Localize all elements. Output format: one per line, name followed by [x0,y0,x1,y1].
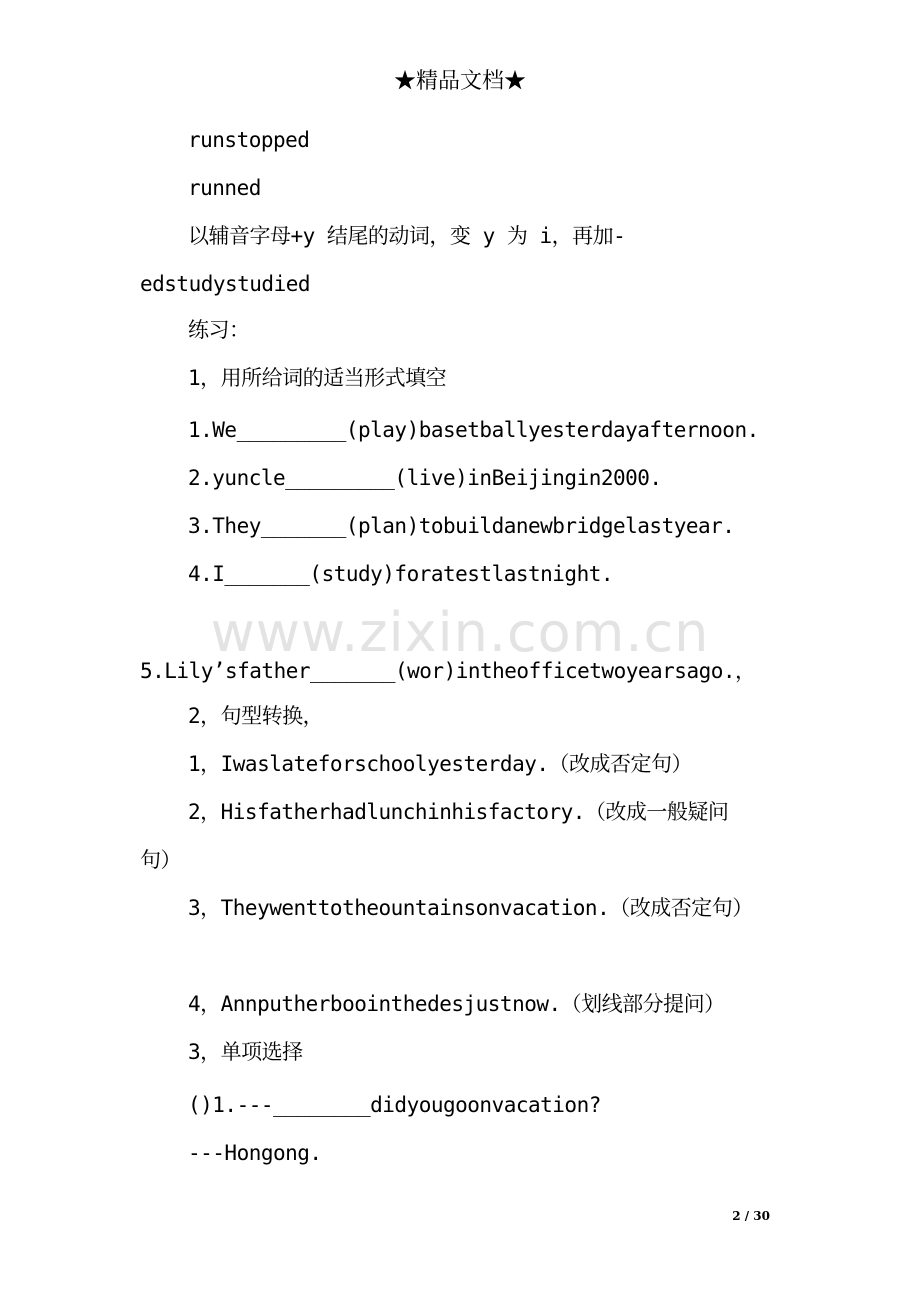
exercise-item: 3，Theywenttotheountainsonvacation.（改成否定句） [188,896,753,920]
text-line: runstopped [188,128,310,152]
exercise-item: 2.yuncle_________(live)inBeijingin2000. [188,466,662,490]
text-line: runned [188,176,261,200]
exercise-item: 4，Annputherboointhedesjustnow.（划线部分提问） [188,992,725,1016]
exercise-heading: 1，用所给词的适当形式填空 [188,366,447,390]
exercise-heading: 2，句型转换， [188,704,324,728]
exercise-heading: 3，单项选择 [188,1040,303,1064]
exercise-item: ()1.---________didyougoonvacation? [188,1093,601,1117]
text-line: 以辅音字母+y 结尾的动词，变 y 为 i，再加- [188,224,626,248]
page-number: 2 / 30 [732,1209,770,1223]
exercise-item: 2，Hisfatherhadlunchinhisfactory.（改成一般疑问 [188,800,729,824]
exercise-item: 1.We_________(play)basetballyesterdayafternoon. [188,418,759,442]
text-line: edstudystudied [140,272,311,296]
watermark: www.zixin.com.cn [210,601,710,664]
exercise-item: 4.I_______(study)foratestlastnight. [188,562,614,586]
text-line: 句） [140,848,181,872]
exercise-item: 5.Lily’sfather_______(wor)intheofficetwoyearsago.， [140,659,756,683]
exercise-item: 1，Iwaslateforschoolyesterday.（改成否定句） [188,752,693,776]
exercise-item: ---Hongong. [188,1141,322,1165]
page-header: ★精品文档★ [393,69,526,94]
section-heading: 练习： [188,318,250,342]
exercise-item: 3.They_______(plan)tobuildanewbridgelastyear. [188,514,735,538]
